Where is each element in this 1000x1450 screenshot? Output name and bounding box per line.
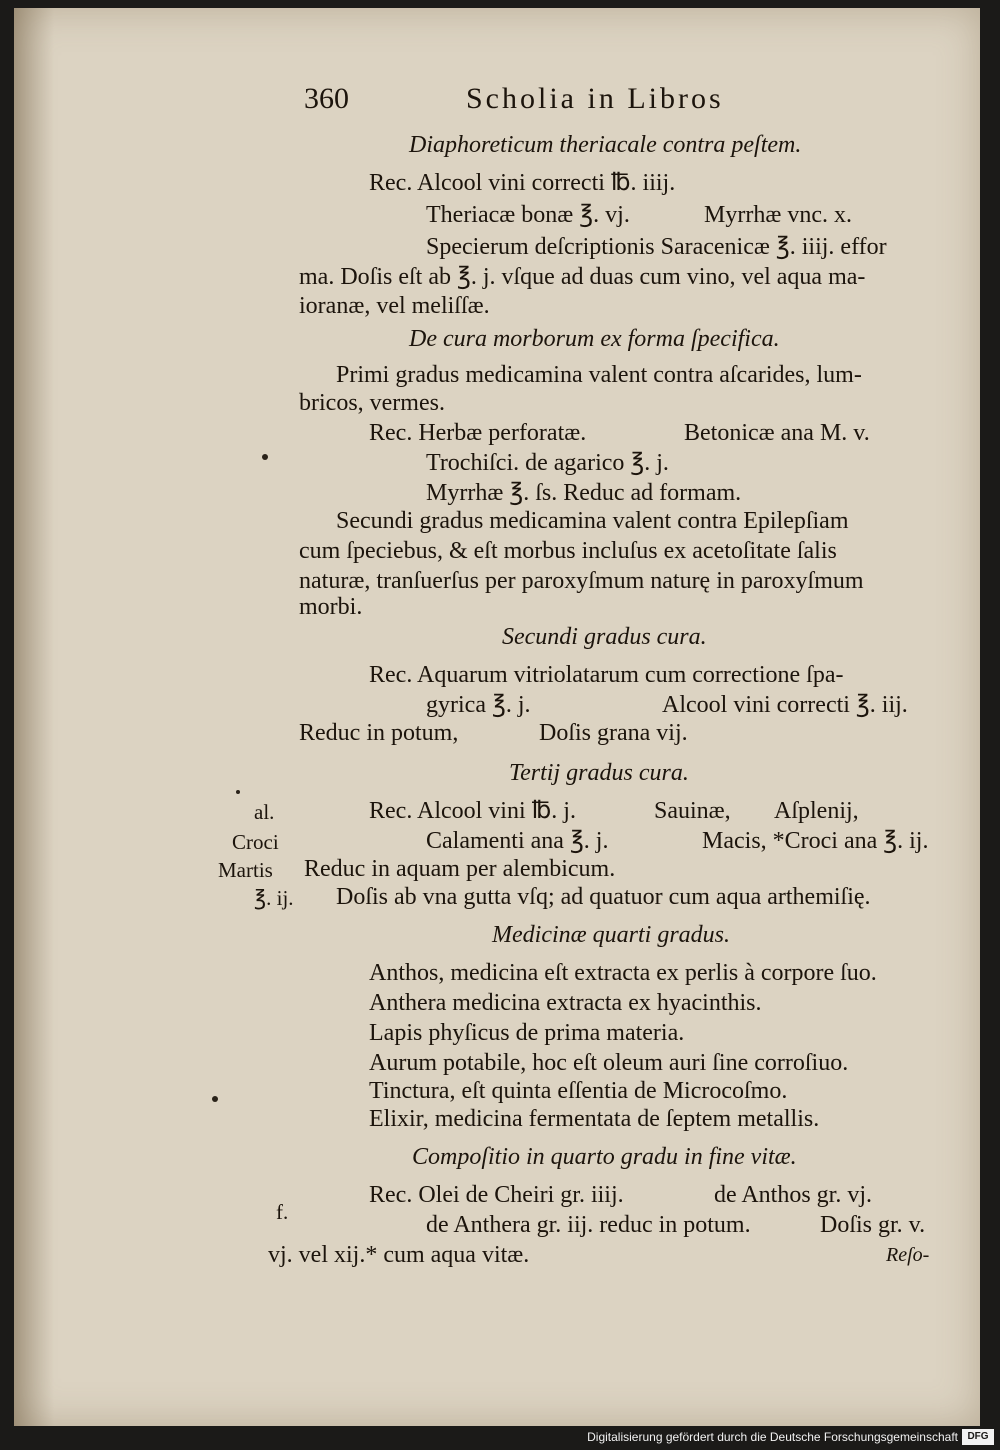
text-line: morbi. bbox=[299, 594, 363, 620]
text-line: Aurum potabile, hoc eſt oleum auri ſine corroſiuo. bbox=[369, 1050, 849, 1076]
text-line: ma. Doſis eſt ab ℥. j. vſque ad duas cum vino, vel aqua ma- bbox=[299, 264, 866, 290]
text-line: bricos, vermes. bbox=[299, 390, 445, 416]
funding-notice: Digitalisierung gefördert durch die Deutsche Forschungsgemeinschaft bbox=[587, 1430, 958, 1444]
margin-note: ℥. ij. bbox=[254, 886, 294, 910]
text-line: Reduc in potum, bbox=[299, 720, 459, 746]
text-line: Tinctura, eſt quinta eſſentia de Microcoſmo. bbox=[369, 1078, 788, 1104]
section-heading: De cura morborum ex forma ſpecifica. bbox=[409, 326, 780, 352]
text-line: Myrrhæ vnc. x. bbox=[704, 202, 852, 228]
section-heading: Compoſitio in quarto gradu in fine vitæ. bbox=[412, 1144, 797, 1170]
text-line: Calamenti ana ℥. j. bbox=[426, 828, 609, 854]
text-line: Anthos, medicina eſt extracta ex perlis à corpore ſuo. bbox=[369, 960, 877, 986]
section-heading: Secundi gradus cura. bbox=[502, 624, 707, 650]
text-line: naturæ, tranſuerſus per paroxyſmum naturę in paroxyſmum bbox=[299, 568, 864, 594]
running-title: Scholia in Libros bbox=[466, 82, 724, 115]
margin-note: Martis bbox=[218, 858, 273, 882]
page-number: 360 bbox=[304, 82, 349, 115]
text-line: Anthera medicina extracta ex hyacinthis. bbox=[369, 990, 762, 1016]
text-line: Doſis grana vij. bbox=[539, 720, 688, 746]
margin-note: f. bbox=[276, 1200, 289, 1224]
text-line: Macis, *Croci ana ℥. ij. bbox=[702, 828, 929, 854]
text-line: Rec. Alcool vini correcti ℔. iiij. bbox=[369, 170, 676, 196]
catchword: Reſo- bbox=[886, 1244, 930, 1266]
text-line: de Anthos gr. vj. bbox=[714, 1182, 873, 1208]
text-line: Primi gradus medicamina valent contra aſcarides, lum- bbox=[336, 362, 862, 388]
text-line: de Anthera gr. iij. reduc in potum. bbox=[426, 1212, 751, 1238]
text-line: ioranæ, vel meliſſæ. bbox=[299, 293, 490, 319]
text-line: Reduc in aquam per alembicum. bbox=[304, 856, 616, 882]
text-line: Lapis phyſicus de prima materia. bbox=[369, 1020, 685, 1046]
margin-note: Croci bbox=[232, 830, 279, 854]
text-line: vj. vel xij.* cum aqua vitæ. bbox=[268, 1242, 530, 1268]
text-line: Doſis ab vna gutta vſq; ad quatuor cum aqua arthemiſię. bbox=[336, 884, 871, 910]
text-line: Theriacæ bonæ ℥. vj. bbox=[426, 202, 630, 228]
text-line: Rec. Olei de Cheiri gr. iiij. bbox=[369, 1182, 624, 1208]
text-line: Rec. Aquarum vitriolatarum cum correctione ſpa- bbox=[369, 662, 844, 688]
section-heading: Diaphoreticum theriacale contra peſtem. bbox=[409, 132, 802, 158]
dfg-logo: DFG bbox=[962, 1429, 994, 1445]
text-line: Elixir, medicina fermentata de ſeptem metallis. bbox=[369, 1106, 820, 1132]
section-heading: Tertij gradus cura. bbox=[509, 760, 689, 786]
text-line: Aſplenij, bbox=[774, 798, 859, 824]
ink-spot bbox=[236, 790, 240, 794]
text-line: Myrrhæ ℥. ſs. Reduc ad formam. bbox=[426, 480, 742, 506]
section-heading: Medicinæ quarti gradus. bbox=[492, 922, 730, 948]
text-line: Rec. Herbæ perforatæ. bbox=[369, 420, 587, 446]
margin-note: al. bbox=[254, 800, 275, 824]
ink-spot bbox=[262, 454, 268, 460]
text-line: Alcool vini correcti ℥. iij. bbox=[662, 692, 908, 718]
text-line: Rec. Alcool vini ℔. j. bbox=[369, 798, 576, 824]
book-page bbox=[14, 8, 980, 1426]
text-line: Trochiſci. de agarico ℥. j. bbox=[426, 450, 669, 476]
text-line: Doſis gr. v. bbox=[820, 1212, 926, 1238]
text-line: cum ſpeciebus, & eſt morbus incluſus ex acetoſitate ſalis bbox=[299, 538, 837, 564]
footer-bar bbox=[0, 1426, 1000, 1450]
text-line: gyrica ℥. j. bbox=[426, 692, 531, 718]
text-line: Specierum deſcriptionis Saracenicæ ℥. iiij. effor bbox=[426, 234, 887, 260]
text-line: Sauinæ, bbox=[654, 798, 731, 824]
text-line: Betonicæ ana M. v. bbox=[684, 420, 870, 446]
ink-spot bbox=[212, 1096, 218, 1102]
text-line: Secundi gradus medicamina valent contra Epilepſiam bbox=[336, 508, 849, 534]
